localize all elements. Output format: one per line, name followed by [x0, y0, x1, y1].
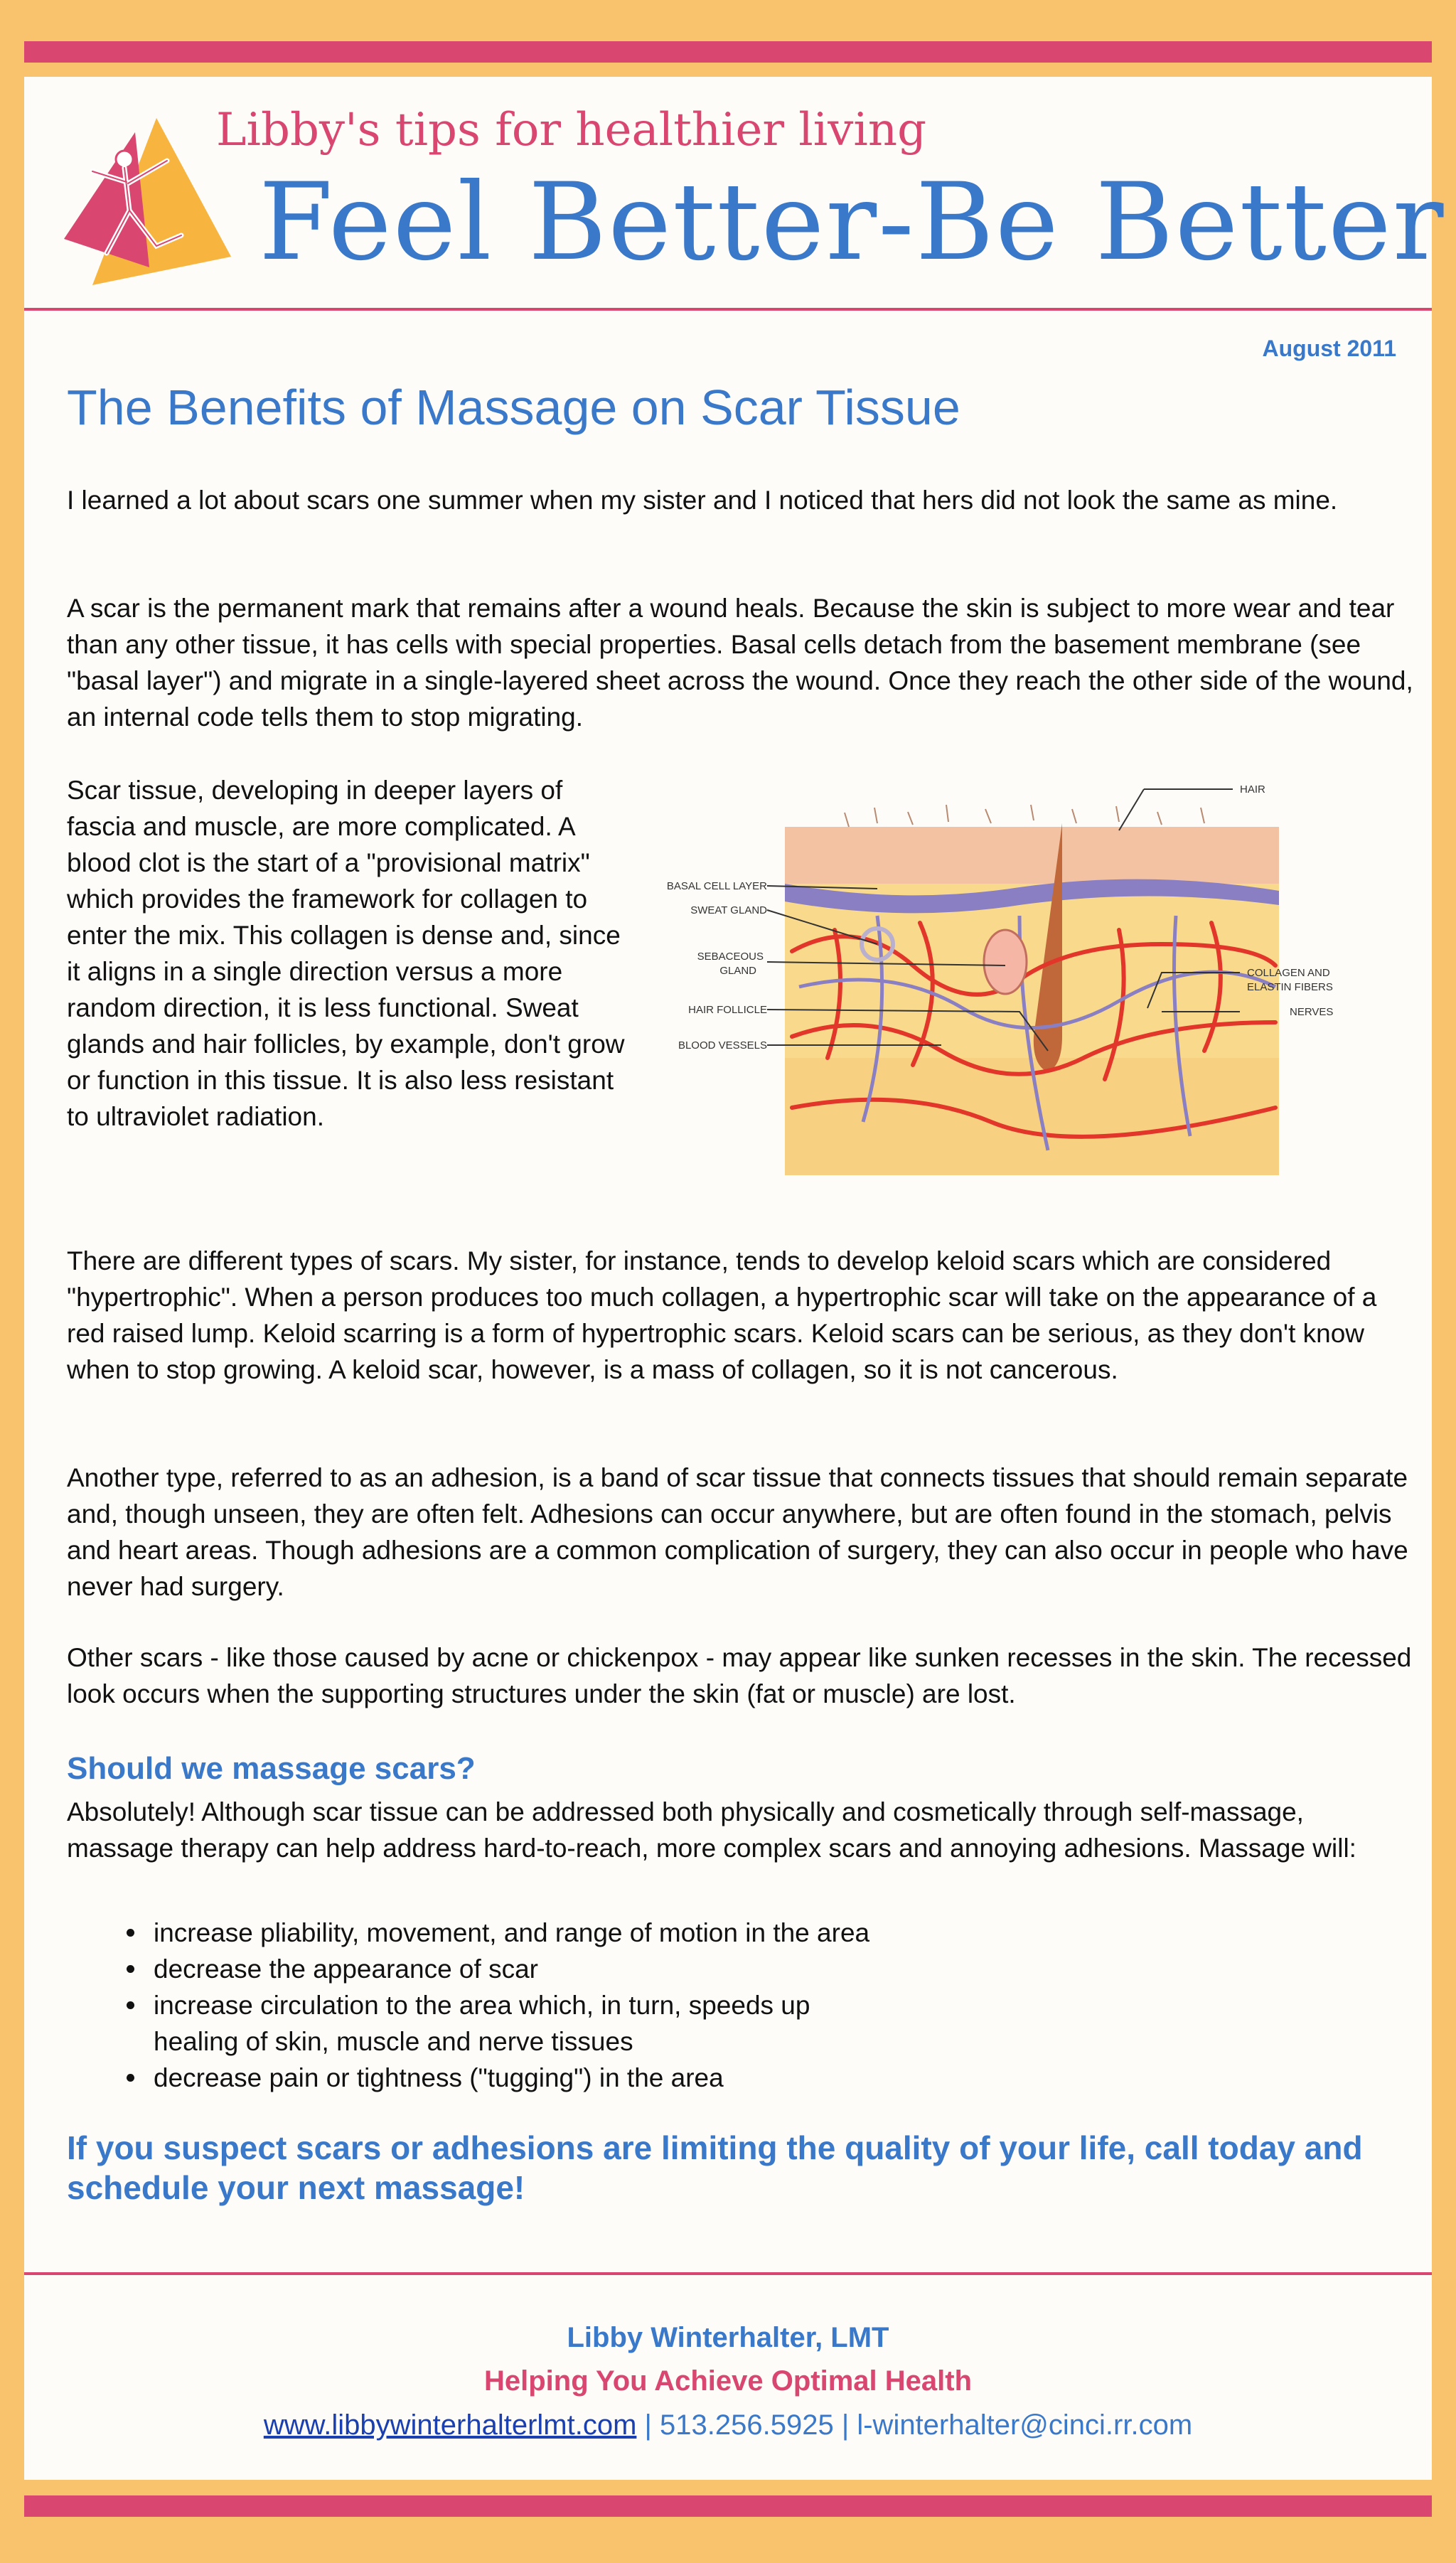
label-collagen-1: COLLAGEN AND [1247, 967, 1330, 979]
paragraph-intro: I learned a lot about scars one summer when my sister and I noticed that hers did not look the same as mine. [67, 486, 1338, 515]
call-to-action: If you suspect scars or adhesions are limiting the quality of your life, call today and schedule your next massage! [67, 2129, 1363, 2206]
newsletter-sheet [24, 77, 1445, 2480]
footer-name: Libby Winterhalter, LMT [567, 2322, 889, 2353]
label-sebaceous-2: GLAND [719, 965, 756, 977]
paragraph-other-scars: Other scars - like those caused by acne or chickenpox - may appear like sunken recesses in the skin. The recessed look occurs when the supporting structures under the skin (fat or muscle) are lost. [67, 1643, 1412, 1708]
label-basal-cell-layer: BASAL CELL LAYER [666, 880, 767, 892]
list-item: decrease pain or tightness ("tugging") in the area [67, 2060, 1133, 2096]
benefits-list [67, 1915, 1133, 2096]
paragraph-scar-definition: A scar is the permanent mark that remains after a wound heals. Because the skin is subject to more wear and tear than any other tissue, it has cells with special properties. Basal cells detach from the basement membrane (see "basal layer") and migrate in a single-layered sheet across the wound. Once they reach the other side of the wound, an internal code tells them to stop migrating. [67, 594, 1413, 732]
paragraph-scar-tissue: Scar tissue, developing in deeper layers of fascia and muscle, are more complicated. A blood clot is the start of a "provisional matrix" which provides the framework for collagen to enter the mix. This collagen is dense and, since it aligns in a single direction versus a more random direction, it is less functional. Sweat glands and hair follicles, by example, don't grow or function in this tissue. It is also less resistant to ultraviolet radiation. [67, 776, 625, 1131]
masthead-title: Feel Better-Be Better [259, 161, 1445, 284]
separator: | [833, 2409, 857, 2441]
article-title: The Benefits of Massage on Scar Tissue [67, 380, 960, 435]
paragraph-scar-types: There are different types of scars. My sister, for instance, tends to develop keloid scars which are considered "hypertrophic". When a person produces too much collagen, a hypertrophic scar will take on the appearance of a red raised lump. Keloid scarring is a form of hypertrophic scars. Keloid scars can be serious, as they don't know when to stop growing. A keloid scar, however, is a mass of collagen, so it is not cancerous. [67, 1246, 1377, 1384]
footer [24, 2316, 1432, 2447]
bottom-border-stripe [24, 2495, 1432, 2517]
header-tagline: Libby's tips for healthier living [216, 104, 927, 156]
label-sweat-gland: SWEAT GLAND [690, 904, 767, 916]
paragraph-massage-intro: Absolutely! Although scar tissue can be addressed both physically and cosmetically through self-massage, massage therapy can help address hard-to-reach, more complex scars and annoying adhesions. Massage will: [67, 1797, 1356, 1863]
skin-anatomy-diagram [621, 752, 1403, 1186]
newsletter-header [24, 77, 1445, 308]
label-hair: HAIR [1240, 783, 1265, 796]
separator: | [636, 2409, 660, 2441]
header-divider [24, 308, 1432, 311]
footer-contact [24, 2403, 1432, 2447]
list-item: increase circulation to the area which, in turn, speeds up healing of skin, muscle and nerve tissues [67, 1987, 1133, 2060]
dancer-logo-icon [50, 104, 235, 296]
list-item: increase pliability, movement, and range of motion in the area [67, 1915, 1133, 1951]
email-address[interactable]: l-winterhalter@cinci.rr.com [857, 2409, 1193, 2441]
label-nerves: NERVES [1290, 1006, 1334, 1018]
label-hair-follicle: HAIR FOLLICLE [688, 1004, 767, 1016]
paragraph-adhesions: Another type, referred to as an adhesion, is a band of scar tissue that connects tissues that should remain separate and, though unseen, they are often felt. Adhesions can occur anywhere, but are often found in the stomach, pelvis and heart areas. Though adhesions are a common complication of surgery, they can also occur in people who have never had surgery. [67, 1463, 1408, 1601]
website-link[interactable]: www.libbywinterhalterlmt.com [263, 2409, 637, 2441]
list-item: decrease the appearance of scar [67, 1951, 1133, 1987]
phone-number: 513.256.5925 [660, 2409, 834, 2441]
label-blood-vessels: BLOOD VESSELS [678, 1039, 767, 1052]
label-collagen-2: ELASTIN FIBERS [1247, 981, 1333, 993]
issue-date: August 2011 [1262, 336, 1396, 361]
footer-divider [24, 2272, 1432, 2275]
label-sebaceous-1: SEBACEOUS [697, 951, 764, 963]
subheading-massage: Should we massage scars? [67, 1751, 476, 1786]
top-border-stripe [24, 41, 1432, 63]
footer-slogan: Helping You Achieve Optimal Health [483, 2365, 973, 2397]
